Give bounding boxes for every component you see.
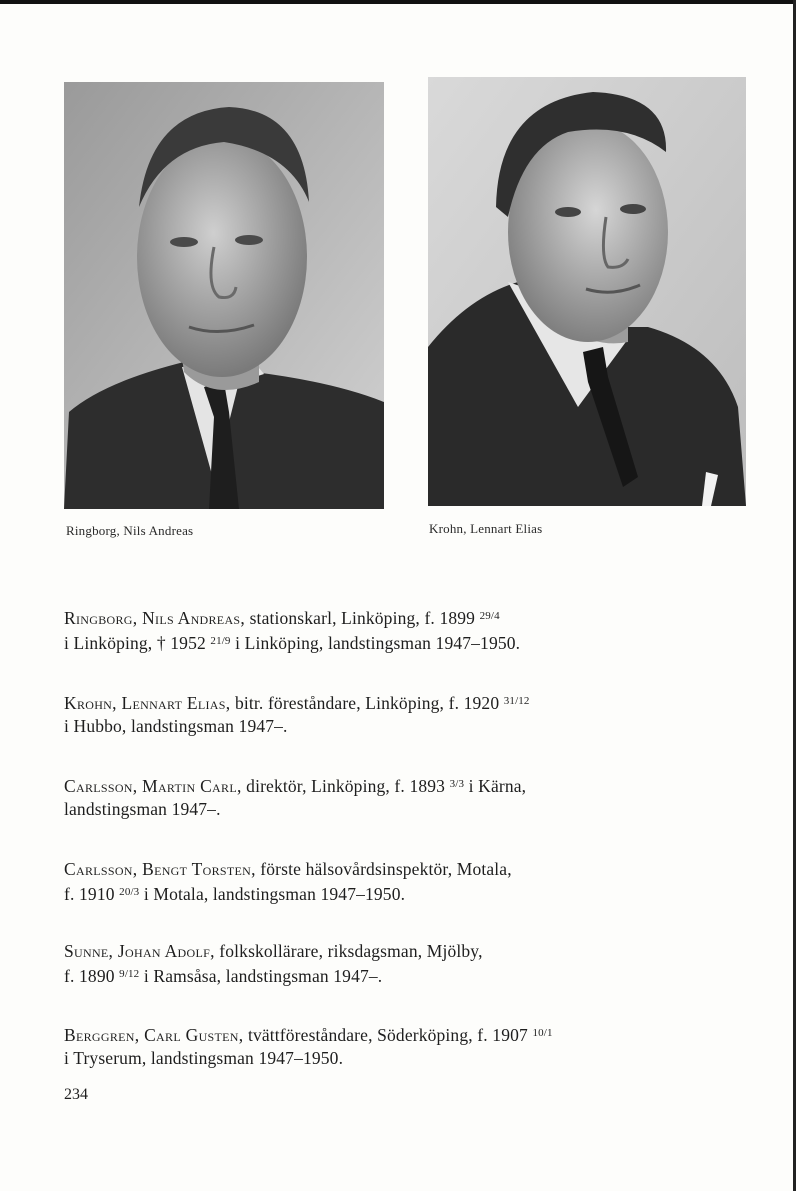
portrait-photo-krohn	[428, 77, 746, 506]
entry-text: i Linköping, landstingsman 1947–1950.	[235, 632, 521, 653]
entry-text: stationskarl, Linköping, f. 1899	[249, 607, 476, 628]
entry-text: förste hälsovårdsinspektör, Motala,	[260, 859, 512, 879]
entry-text: folkskollärare, riksdagsman, Mjölby,	[219, 941, 483, 961]
photo-caption-left: Ringborg, Nils Andreas	[66, 523, 194, 538]
entry-name: Ringborg, Nils Andreas,	[64, 607, 246, 628]
entry-line-2	[64, 630, 744, 655]
birth-date-fraction: 20/3	[119, 886, 140, 898]
entry-name: Berggren, Carl Gusten,	[64, 1024, 244, 1045]
entry-text: landstingsman 1947–.	[64, 798, 221, 819]
death-date-fraction: 21/9	[210, 634, 231, 647]
entry-text: tvättföreståndare, Söderköping, f. 1907	[247, 1024, 528, 1045]
entry-text: i Hubbo, landstingsman 1947–.	[64, 715, 288, 736]
biography-entry-carlsson-bengt	[64, 858, 744, 906]
entry-line-1	[64, 605, 744, 630]
entry-text: bitr. föreståndare, Linköping, f. 1920	[234, 692, 500, 713]
entry-text: f. 1890	[64, 965, 115, 986]
entry-name: Carlsson, Bengt Torsten,	[64, 859, 256, 879]
birth-date-fraction: 31/12	[503, 695, 530, 707]
entry-text: i Linköping, † 1952	[64, 632, 206, 653]
entry-line-2	[64, 1047, 744, 1070]
entry-line-2	[64, 881, 744, 906]
entry-line-1	[64, 773, 744, 798]
scan-top-edge	[0, 0, 796, 4]
biography-entry-ringborg	[64, 605, 744, 655]
entry-line-1	[64, 690, 744, 715]
birth-date-fraction: 10/1	[532, 1027, 553, 1039]
page-number: 234	[64, 1086, 88, 1103]
birth-date-fraction: 29/4	[479, 610, 500, 622]
entry-text: direktör, Linköping, f. 1893	[246, 775, 446, 796]
entry-text: i Ramsåsa, landstingsman 1947–.	[143, 965, 383, 986]
birth-date-fraction: 3/3	[449, 778, 465, 790]
entry-line-2	[64, 798, 744, 821]
entry-line-1	[64, 1022, 744, 1047]
entry-line-1	[64, 940, 744, 963]
entry-text: i Motala, landstingsman 1947–1950.	[143, 883, 406, 904]
entry-text: f. 1910	[64, 883, 115, 904]
entry-text: i Tryserum, landstingsman 1947–1950.	[64, 1047, 344, 1068]
entry-line-2	[64, 963, 744, 988]
biography-entry-carlsson-martin	[64, 773, 744, 821]
photo-caption-right: Krohn, Lennart Elias	[429, 521, 543, 536]
entry-name: Krohn, Lennart Elias,	[64, 692, 231, 713]
entry-line-2	[64, 715, 744, 738]
biography-entry-krohn	[64, 690, 744, 738]
biography-entry-berggren	[64, 1022, 744, 1070]
portrait-photo-ringborg	[64, 82, 384, 509]
entry-name: Sunne, Johan Adolf,	[64, 941, 215, 961]
entry-text: i Kärna,	[468, 775, 527, 796]
biography-entry-sunne	[64, 940, 744, 988]
birth-date-fraction: 9/12	[119, 968, 140, 980]
entry-name: Carlsson, Martin Carl,	[64, 775, 242, 796]
entry-line-1	[64, 858, 744, 881]
